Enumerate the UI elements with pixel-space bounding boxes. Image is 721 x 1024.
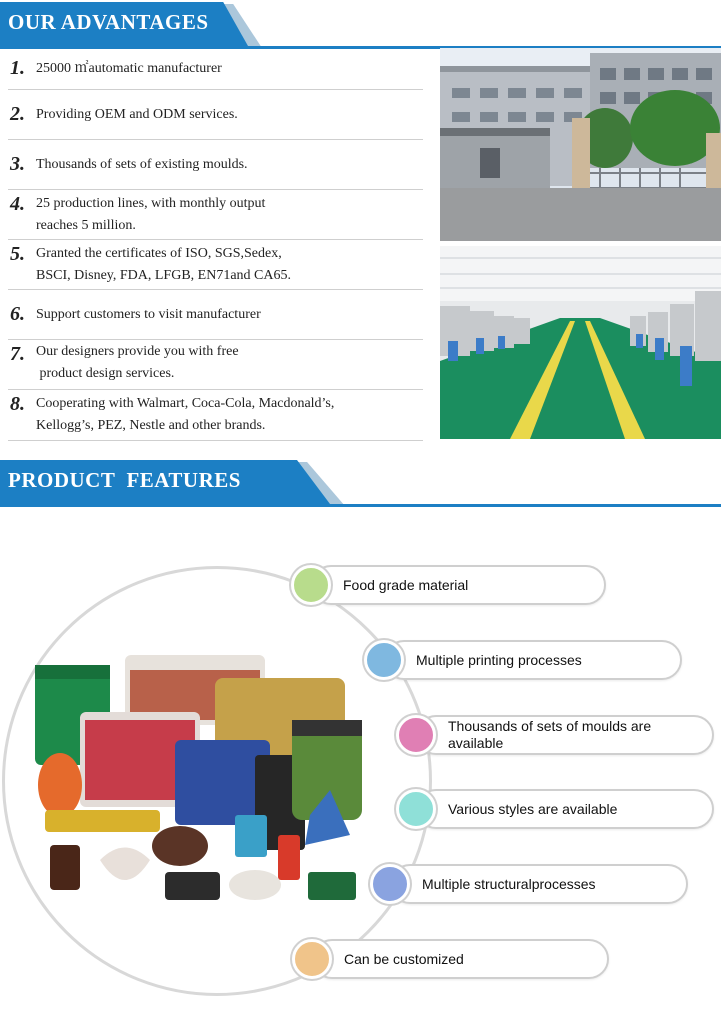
feature-dot — [291, 565, 331, 605]
factory-building-photo — [440, 48, 721, 241]
item-text: 25 production lines, with monthly output reaches 5 million. — [36, 196, 266, 233]
item-text: Our designers provide you with free product design services. — [36, 344, 239, 381]
list-item — [8, 290, 423, 340]
item-number: 8. — [10, 393, 25, 415]
item-number: 5. — [10, 243, 25, 265]
feature-dot — [370, 864, 410, 904]
features-banner — [0, 460, 721, 506]
feature-text: Multiple structuralprocesses — [422, 875, 596, 892]
feature-dot — [292, 939, 332, 979]
features-title: PRODUCT FEATURES — [8, 468, 241, 492]
feature-pill — [416, 715, 714, 755]
list-item — [8, 90, 423, 140]
feature-pill — [390, 864, 688, 904]
item-text: Support customers to visit manufacturer — [36, 307, 261, 322]
list-item — [8, 49, 423, 90]
list-item — [8, 390, 423, 441]
feature-pill — [384, 640, 682, 680]
item-text: Granted the certificates of ISO, SGS,Sedex, BSCI, Disney, FDA, LFGB, EN71and CA65. — [36, 246, 291, 283]
item-text: Thousands of sets of existing moulds. — [36, 157, 248, 172]
feature-pill — [311, 565, 606, 605]
banner-line — [0, 504, 721, 507]
advantages-banner — [0, 2, 721, 48]
item-number: 1. — [10, 57, 25, 79]
list-item — [8, 140, 423, 190]
item-text: Cooperating with Walmart, Coca-Cola, Macdonald’s, Kellogg’s, PEZ, Nestle and other brands. — [36, 396, 335, 433]
feature-text: Can be customized — [344, 950, 464, 967]
list-item — [8, 190, 423, 240]
feature-dot — [396, 789, 436, 829]
feature-text: Food grade material — [343, 576, 469, 593]
list-item — [8, 240, 423, 290]
item-number: 6. — [10, 303, 25, 325]
feature-pill — [312, 939, 609, 979]
advantages-title: OUR ADVANTAGES — [8, 10, 209, 34]
feature-dot — [364, 640, 404, 680]
item-text: 25000 ㎡automatic manufacturer — [36, 61, 222, 76]
feature-text: Thousands of sets of moulds are available — [448, 718, 652, 751]
item-number: 7. — [10, 343, 25, 365]
feature-text: Multiple printing processes — [416, 651, 582, 668]
feature-pill — [416, 789, 714, 829]
feature-dot — [396, 715, 436, 755]
item-number: 3. — [10, 153, 25, 175]
advantages-list — [8, 49, 423, 441]
list-item — [8, 340, 423, 390]
item-text: Providing OEM and ODM services. — [36, 107, 238, 122]
factory-floor-photo — [440, 246, 721, 439]
feature-text: Various styles are available — [448, 800, 618, 817]
item-number: 4. — [10, 193, 25, 215]
item-number: 2. — [10, 103, 25, 125]
tin-products-image — [30, 650, 370, 910]
